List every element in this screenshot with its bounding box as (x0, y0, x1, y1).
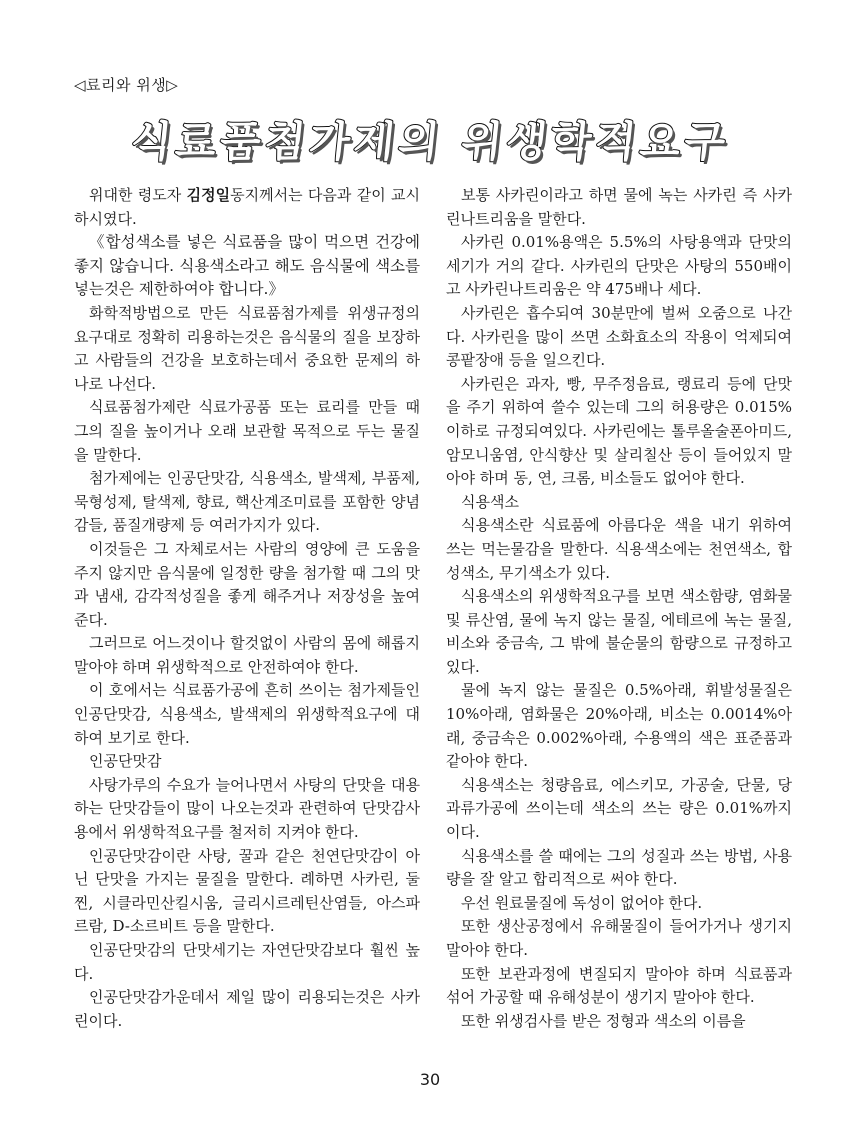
paragraph: 또한 보관과정에 변질되지 말아야 하며 식료품과 섞어 가공할 때 유해성분이 생기지 말아야 한다. (446, 964, 792, 1007)
section-label: ◁료리와 위생▷ (74, 76, 179, 94)
page-number: 30 (419, 1070, 441, 1089)
paragraph: 화학적방법으로 만든 식료품첨가제를 위생규정의 요구대로 정확히 리용하는것은 음식물의 질을 보장하고 사람들의 건강을 보호하는데서 중요한 문제의 하나로 나선다. (74, 303, 420, 393)
paragraph: 이 호에서는 식료품가공에 흔히 쓰이는 첨가제들인 인공단맛감, 식용색소, 발색제의 위생학적요구에 대하여 보기로 한다. (74, 681, 420, 747)
paragraph: 보통 사카린이라고 하면 물에 녹는 사카린 즉 사카린나트리움을 말한다. (446, 186, 792, 228)
paragraph: 인공단맛감이란 사탕, 꿀과 같은 천연단맛감이 아닌 단맛을 가지는 물질을 말한다. 례하면 사카린, 둘찐, 시클라민산킬시움, 글리시르레틴산염들, 아스파르람, D-소르비트 등을 말한다. (74, 846, 420, 936)
leader-name: 김정일 (186, 186, 231, 204)
paragraph: 또한 생산공정에서 유해물질이 들어가거나 생기지 말아야 한다. (446, 917, 792, 959)
paragraph: 첨가제에는 인공단맛감, 식용색소, 발색제, 부품제, 묵형성제, 탈색제, 향료, 핵산계조미료를 포함한 양념감들, 품질개량제 등 여러가지가 있다. (74, 469, 420, 535)
paragraph: 인공단맛감의 단맛세기는 자연단맛감보다 훨씬 높다. (74, 941, 420, 983)
subheading-food-coloring: 식용색소 (461, 492, 519, 511)
text-span: 동지께서는 다음과 같이 교시하시였다. (74, 186, 421, 228)
left-column (74, 184, 420, 1033)
paragraph: 사카린은 흡수되여 30분만에 벌써 오줌으로 나간다. 사카린을 많이 쓰면 소화효소의 작용이 억제되여 콩팥장애 등을 일으킨다. (446, 303, 792, 370)
paragraph: 식용색소를 쓸 때에는 그의 성질과 쓰는 방법, 사용량을 잘 알고 합리적으로 써야 한다. (446, 846, 792, 889)
title-banner (0, 112, 860, 176)
paragraph: 식료품첨가제란 식료가공품 또는 료리를 만들 때 그의 질을 높이거나 오래 보관할 목적으로 두는 물질을 말한다. (74, 398, 420, 464)
paragraph: 인공단맛감가운데서 제일 많이 리용되는것은 사카린이다. (74, 988, 420, 1030)
paragraph: 식용색소는 청량음료, 에스키모, 가공술, 단물, 당과류가공에 쓰이는데 색소의 쓰는 량은 0.01%까지 이다. (446, 775, 792, 842)
paragraph: 우선 원료물질에 독성이 없어야 한다. (461, 893, 703, 912)
text-span: 위대한 령도자 (89, 186, 187, 204)
paragraph: 사카린 0.01%용액은 5.5%의 사탕용액과 단맛의 세기가 거의 같다. 사카린의 단맛은 사탕의 550배이고 사카린나트리움은 약 475배나 세다. (446, 233, 792, 299)
paragraph: 또한 위생검사를 받은 정형과 색소의 이름을 (461, 1011, 746, 1030)
paragraph: 사탕가루의 수요가 늘어나면서 사탕의 단맛을 대용하는 단맛감들이 많이 나오는것과 관련하여 단맛감사용에서 위생학적요구를 철저히 지켜야 한다. (74, 775, 420, 842)
article-title: 식료품첨가제의 위생학적요구 (128, 117, 732, 166)
right-column (446, 184, 792, 1033)
paragraph: 그러므로 어느것이나 할것없이 사람의 몸에 해롭지 말아야 하며 위생학적으로 안전하여야 한다. (74, 634, 420, 676)
paragraph: 물에 녹지 않는 물질은 0.5%아래, 휘발성물질은 10%아래, 염화물은 20%아래, 비소는 0.0014%아래, 중금속은 0.002%아래, 수용액의 색은 표준품과 같아야 한다. (446, 681, 792, 771)
paragraph: 사카린은 과자, 빵, 무주정음료, 랭료리 등에 단맛을 주기 위하여 쓸수 있는데 그의 허용량은 0.015%이하로 규정되여있다. 사카린에는 톨루올술폰아미드, 암모니움염, 안식향산 및 살리칠산 등이 들어있지 말아야 하며 동, 연, 크롬, 비소들도 없어야 한다. (446, 374, 792, 488)
subheading-artificial-sweetener: 인공단맛감 (89, 752, 162, 771)
quotation: 《합성색소를 넣은 식료품을 많이 먹으면 건강에 좋지 않습니다. 식용색소라고 해도 음식물에 색소를 넣는것은 제한하여야 합니다.》 (74, 233, 420, 299)
paragraph: 식용색소란 식료품에 아름다운 색을 내기 위하여 쓰는 먹는물감을 말한다. 식용색소에는 천연색소, 합성색소, 무기색소가 있다. (446, 516, 792, 582)
paragraph: 이것들은 그 자체로서는 사람의 영양에 큰 도움을 주지 않지만 음식물에 일정한 량을 첨가할 때 그의 맛과 냄새, 감각적성질을 좋게 해주거나 저장성을 높여준다. (74, 539, 420, 629)
paragraph: 식용색소의 위생학적요구를 보면 색소함량, 염화물 및 류산염, 물에 녹지 않는 물질, 에테르에 녹는 물질, 비소와 중금속, 그 밖에 불순물의 함량으로 규정하고있다. (446, 587, 792, 676)
paragraph (74, 184, 420, 231)
